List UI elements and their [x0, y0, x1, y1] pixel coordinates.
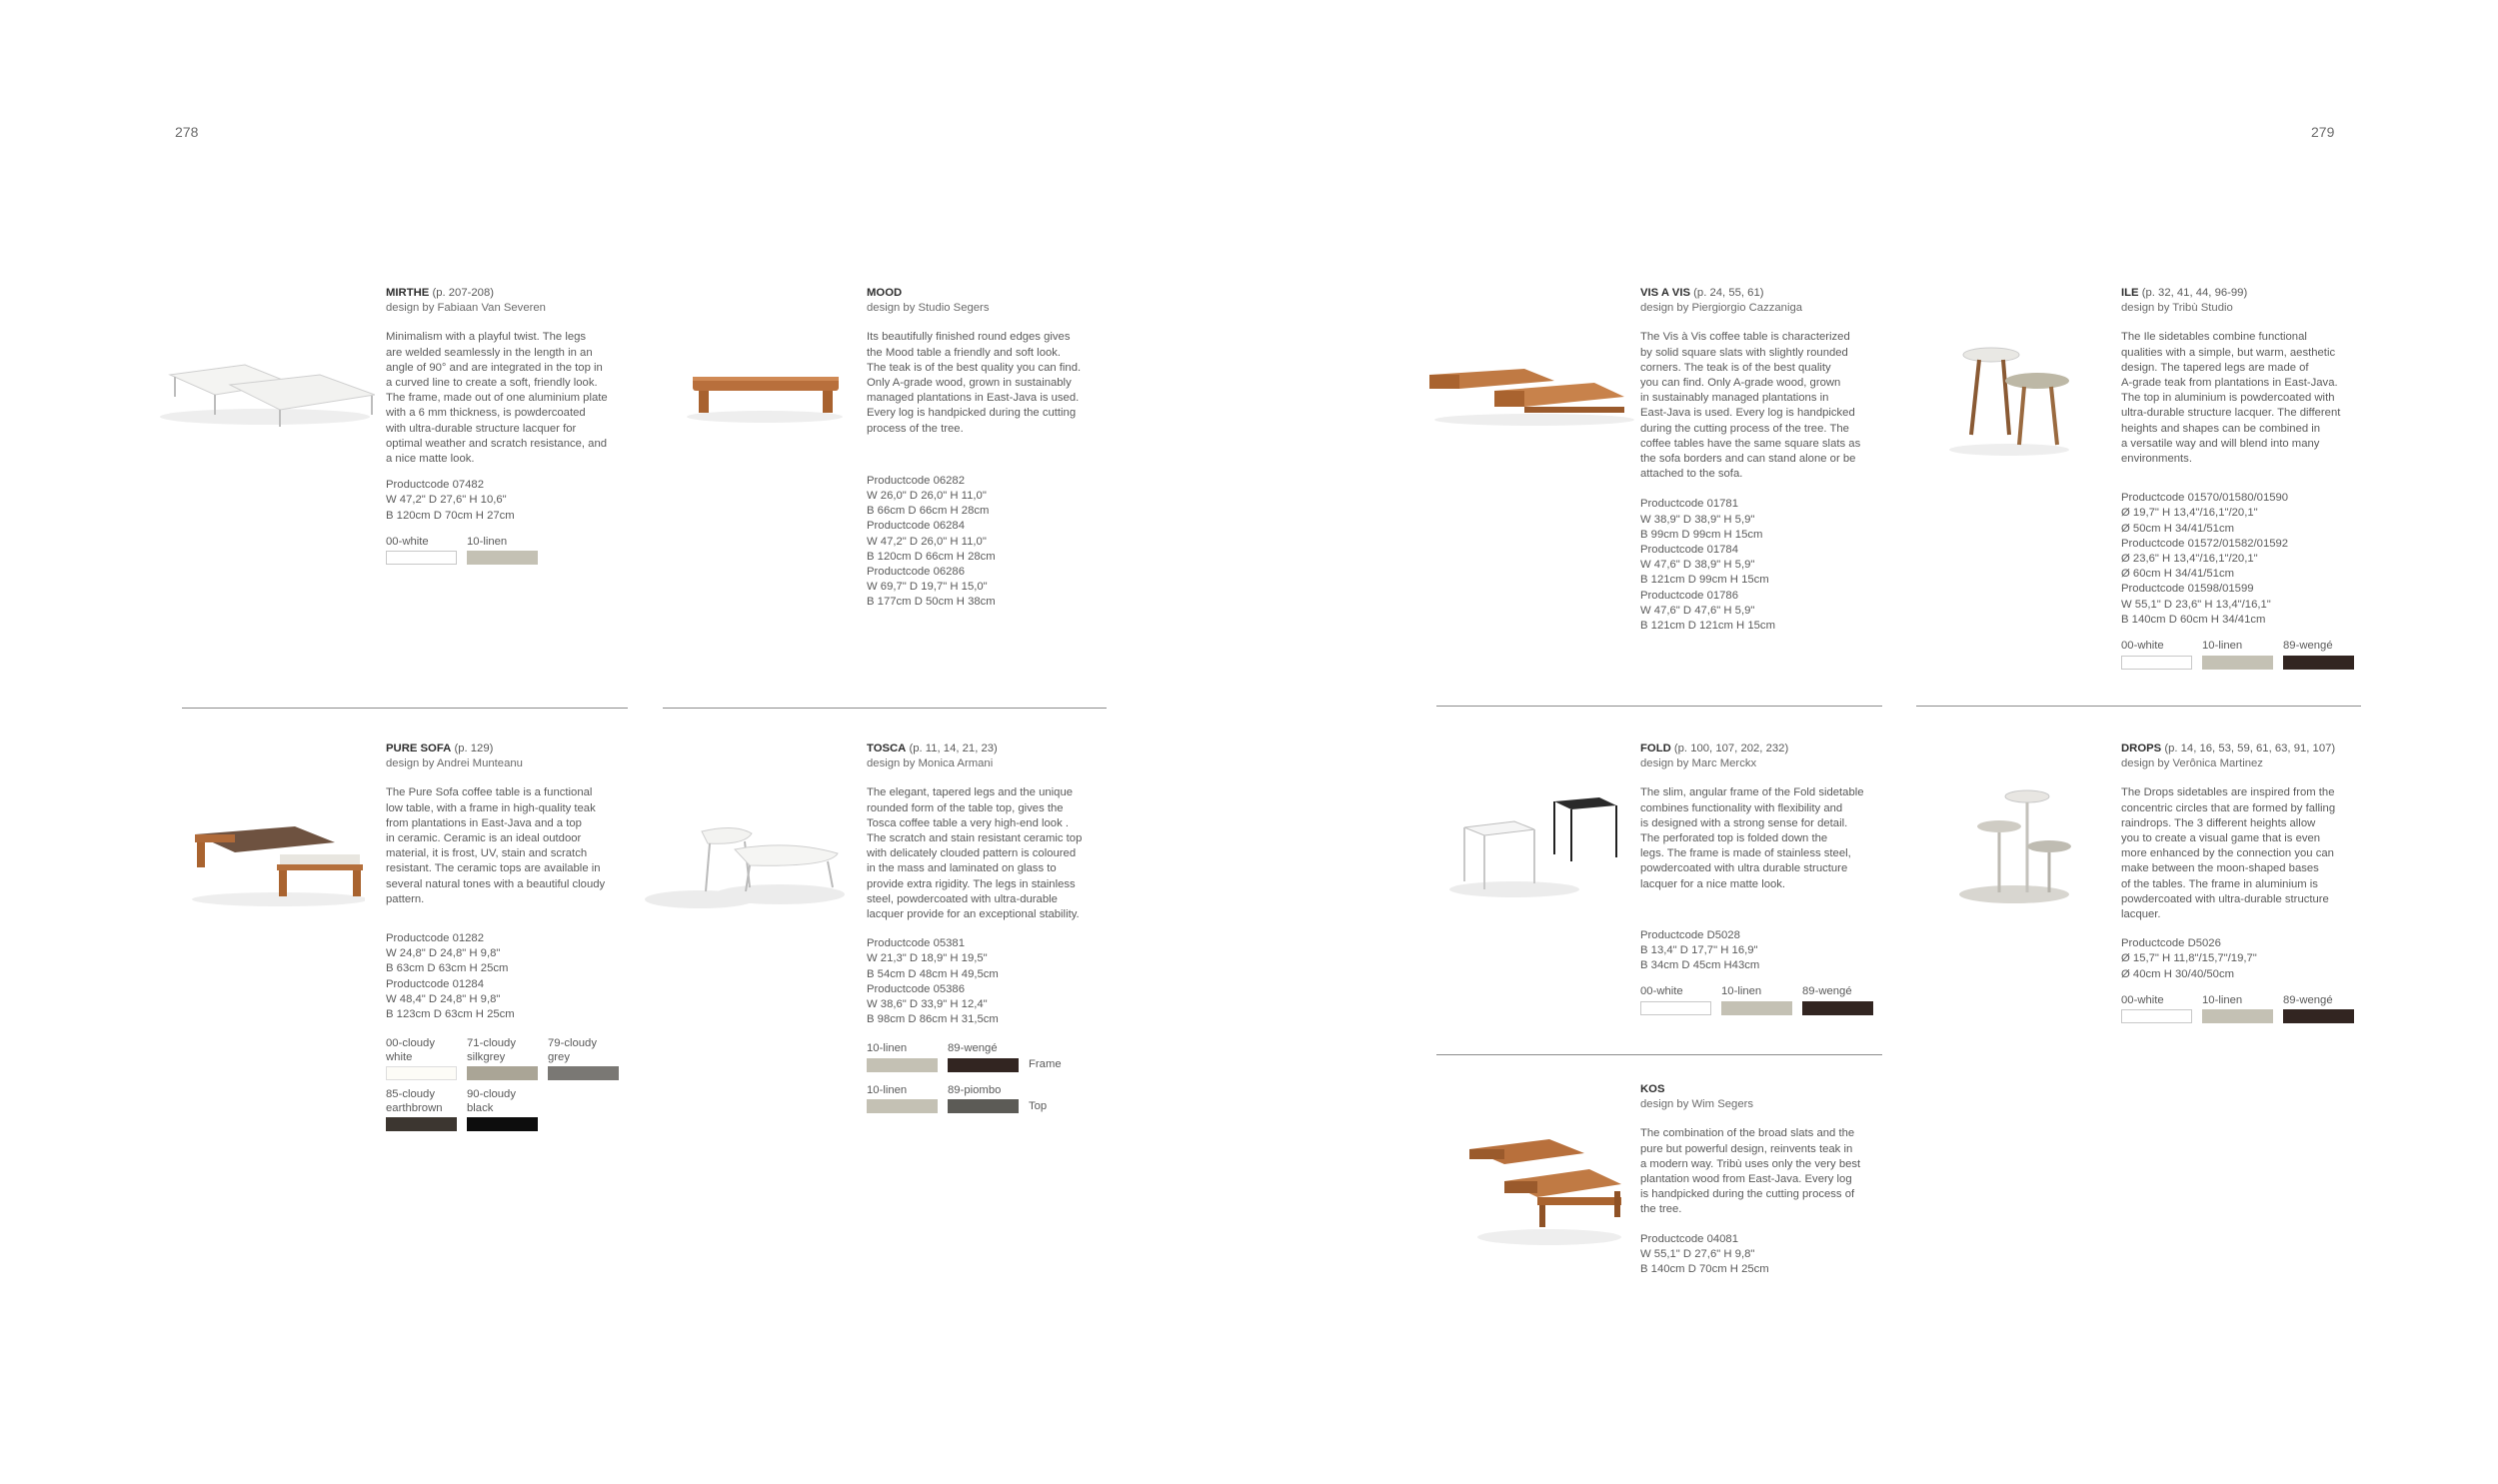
color-option	[467, 1088, 538, 1131]
color-swatch	[467, 1117, 538, 1131]
color-option	[2283, 640, 2354, 670]
product-name: PURE SOFA	[386, 742, 452, 754]
product-codes: Productcode D5028 B 13,4" D 17,7" H 16,9" B 34cm D 45cm H43cm	[1640, 928, 1760, 972]
product-designer: design by Tribù Studio	[2121, 302, 2233, 315]
color-label: 79-cloudy grey	[548, 1037, 597, 1063]
product-heading	[2121, 286, 2366, 301]
product-codes: Productcode 01570/01580/01590 Ø 19,7" H 13,4"/16,1"/20,1" Ø 50cm H 34/41/51cm Productcode 01572/01582/01592 Ø 23,6" H 13,4"/16,1"/20,1" Ø 60cm H 34/41/51cm Productcode 01598/01599 W 55,1" D 23,6" H 13,4"/16,1" B 140cm D 60cm H 34/41cm	[2121, 492, 2289, 626]
color-label: 10-linen	[2202, 640, 2243, 653]
color-swatch	[1721, 1001, 1792, 1015]
drops-sidetable-image	[1949, 784, 2079, 909]
color-swatch	[386, 1066, 457, 1080]
divider-left-1	[182, 708, 628, 709]
color-label: 00-white	[1640, 985, 1683, 998]
product-mood	[867, 286, 1107, 611]
color-option	[386, 536, 457, 566]
product-heading	[1640, 1082, 1885, 1097]
color-swatch	[2121, 656, 2192, 670]
color-label: 89-piombo	[948, 1083, 1002, 1096]
product-drops	[2121, 742, 2366, 1023]
kos-table-image	[1459, 1129, 1624, 1249]
product-pages: (p. 24, 55, 61)	[1693, 287, 1764, 299]
product-vis-a-vis	[1640, 286, 1885, 634]
color-label: 85-cloudy earthbrown	[386, 1088, 443, 1114]
product-description: The elegant, tapered legs and the unique rounded form of the table top, gives the Tosca coffee table a very high-end look . The scratch and stain resistant ceramic top with delicately clouded pattern is coloured in the mass and laminated on glass to provide extra rigidity. The legs in stainless steel, powdercoated with ultra-durable lacquer provide for an exceptional stability.	[867, 786, 1083, 921]
product-pages: (p. 14, 16, 53, 59, 61, 63, 91, 107)	[2164, 742, 2336, 754]
color-options	[2121, 640, 2366, 670]
color-option	[548, 1037, 619, 1080]
product-heading	[386, 286, 626, 301]
color-option	[948, 1042, 1019, 1072]
color-label: 00-white	[2121, 993, 2164, 1006]
product-heading	[386, 742, 626, 756]
mood-table-image	[685, 365, 845, 425]
color-label: 10-linen	[867, 1083, 908, 1096]
product-codes: Productcode D5026 Ø 15,7" H 11,8"/15,7"/19,7" Ø 40cm H 30/40/50cm	[2121, 937, 2257, 980]
divider-left-2	[663, 708, 1107, 709]
color-label: 71-cloudy silkgrey	[467, 1037, 516, 1063]
color-swatch	[2283, 1009, 2354, 1023]
product-description: The slim, angular frame of the Fold sidetable combines functionality with flexibility and is designed with a strong sense for detail. The perforated top is folded down the legs. The frame is made of stainless steel, powdercoated with ultra durable structure lacquer for a nice matte look.	[1640, 786, 1864, 890]
color-label: 00-white	[2121, 640, 2164, 653]
color-option	[1640, 985, 1711, 1015]
color-option	[1721, 985, 1792, 1015]
color-options	[1640, 985, 1885, 1015]
product-description: The Pure Sofa coffee table is a functional low table, with a frame in high-quality teak from plantations in East-Java and a top in ceramic. Ceramic is an ideal outdoor material, it is frost, UV, stain and scratch resistant. The ceramic tops are available in several natural tones with a beautiful cloudy pattern.	[386, 786, 606, 905]
product-pages: (p. 32, 41, 44, 96-99)	[2141, 287, 2248, 299]
product-codes: Productcode 01781 W 38,9" D 38,9" H 5,9" B 99cm D 99cm H 15cm Productcode 01784 W 47,6" D 38,9" H 5,9" B 121cm D 99cm H 15cm Productcode 01786 W 47,6" D 47,6" H 5,9" B 121cm D 121cm H 15cm	[1640, 498, 1775, 633]
color-option	[1802, 985, 1873, 1015]
product-ile	[2121, 286, 2366, 670]
ile-sidetable-image	[1939, 335, 2079, 460]
color-label: 10-linen	[2202, 993, 2243, 1006]
product-name: TOSCA	[867, 742, 907, 754]
color-label: 10-linen	[467, 535, 508, 548]
color-option	[2202, 640, 2273, 670]
color-swatch	[1802, 1001, 1873, 1015]
frame-color-row	[867, 1041, 1112, 1072]
color-swatch	[2121, 1009, 2192, 1023]
product-designer: design by Verônica Martinez	[2121, 757, 2263, 770]
vis-a-vis-table-image	[1424, 355, 1634, 430]
product-codes: Productcode 04081 W 55,1" D 27,6" H 9,8" B 140cm D 70cm H 25cm	[1640, 1232, 1769, 1276]
product-designer: design by Fabiaan Van Severen	[386, 302, 546, 315]
product-heading	[867, 286, 1107, 301]
product-description: Minimalism with a playful twist. The legs are welded seamlessly in the length in an angle of 90° and are integrated in the top in a curved line to create a soft, friendly look. The frame, made out of one aluminium plate with a 6 mm thickness, is powdercoated with ultra-durable structure lacquer for optimal weather and scratch resistance, and a nice matte look.	[386, 331, 608, 466]
divider-right-3	[1436, 1054, 1882, 1055]
color-swatch	[2283, 656, 2354, 670]
divider-right-2	[1916, 706, 2361, 707]
frame-label: Frame	[1029, 1058, 1062, 1071]
product-description: The Vis à Vis coffee table is characterized by solid square slats with slightly rounded corners. The teak is of the best quality you can find. Only A-grade wood, grown in sustainably managed plantations in East-Java is used. Every log is handpicked during the cutting process of the tree. The coffee tables have the same square slats as the sofa borders and can stand alone or be attached to the sofa.	[1640, 331, 1861, 481]
product-codes: Productcode 05381 W 21,3" D 18,9" H 19,5" B 54cm D 48cm H 49,5cm Productcode 05386 W 38,6" D 33,9" H 12,4" B 98cm D 86cm H 31,5cm	[867, 937, 999, 1026]
top-label: Top	[1029, 1099, 1048, 1112]
color-label: 89-wengé	[2283, 993, 2333, 1006]
color-option	[867, 1084, 938, 1114]
color-swatch	[467, 1066, 538, 1080]
color-label: 10-linen	[867, 1042, 908, 1055]
product-designer: design by Andrei Munteanu	[386, 757, 523, 770]
product-description: The combination of the broad slats and the pure but powerful design, reinvents teak in a modern way. Tribù uses only the very best plantation wood from East-Java. Every log is handpicked during the cutting process of the tree.	[1640, 1127, 1861, 1216]
color-label: 89-wengé	[2283, 640, 2333, 653]
divider-right-1	[1436, 706, 1882, 707]
product-fold	[1640, 742, 1885, 1015]
tosca-table-image	[640, 809, 850, 914]
product-heading	[867, 742, 1112, 756]
product-description: The Drops sidetables are inspired from the concentric circles that are formed by falling raindrops. The 3 different heights allow you to create a visual game that is even more enhanced by the connection you can make between the moon-shaped bases of the tables. The frame in aluminium is powdercoated with ultra-durable structure lacquer.	[2121, 786, 2336, 921]
product-designer: design by Studio Segers	[867, 302, 990, 315]
mirthe-table-image	[150, 335, 375, 430]
fold-sidetable-image	[1444, 789, 1619, 899]
product-name: KOS	[1640, 1083, 1665, 1095]
color-label: 89-wengé	[948, 1042, 998, 1055]
color-option	[948, 1084, 1019, 1114]
pure-sofa-table-image	[185, 814, 365, 909]
product-kos	[1640, 1082, 1885, 1277]
color-option	[2121, 994, 2192, 1024]
product-codes: Productcode 06282 W 26,0" D 26,0" H 11,0" B 66cm D 66cm H 28cm Productcode 06284 W 47,2" D 26,0" H 11,0" B 120cm D 66cm H 28cm Productcode 06286 W 69,7" D 19,7" H 15,0" B 177cm D 50cm H 38cm	[867, 474, 996, 609]
color-option	[2121, 640, 2192, 670]
color-swatch	[2202, 1009, 2273, 1023]
product-pure-sofa	[386, 742, 626, 1131]
product-name: VIS A VIS	[1640, 287, 1691, 299]
color-option	[467, 1037, 538, 1080]
product-heading	[1640, 742, 1885, 756]
color-option	[2202, 994, 2273, 1024]
product-mirthe	[386, 286, 626, 565]
color-options	[386, 536, 626, 566]
product-heading	[1640, 286, 1885, 301]
product-description: Its beautifully finished round edges gives the Mood table a friendly and soft look. The teak is of the best quality you can find. Only A-grade wood, grown in sustainably managed plantations in East-Java is used. Every log is handpicked during the cutting process of the tree.	[867, 331, 1082, 435]
color-swatch	[2202, 656, 2273, 670]
product-designer: design by Monica Armani	[867, 757, 994, 770]
color-swatch	[948, 1099, 1019, 1113]
product-pages: (p. 207-208)	[432, 287, 494, 299]
color-swatch	[867, 1058, 938, 1072]
product-name: MOOD	[867, 287, 903, 299]
product-heading	[2121, 742, 2366, 756]
product-designer: design by Piergiorgio Cazzaniga	[1640, 302, 1803, 315]
page-number-right: 279	[2311, 124, 2335, 140]
color-swatch	[386, 551, 457, 565]
product-name: MIRTHE	[386, 287, 430, 299]
product-pages: (p. 100, 107, 202, 232)	[1673, 742, 1789, 754]
color-option	[2283, 994, 2354, 1024]
product-tosca	[867, 742, 1112, 1114]
product-description: The Ile sidetables combine functional qualities with a simple, but warm, aesthetic design. The tapered legs are made of A-grade teak from plantations in East-Java. The top in aluminium is powdercoated with ultra-durable structure lacquer. The different heights and shapes can be combined in a versatile way and will blend into many environments.	[2121, 331, 2341, 466]
product-designer: design by Marc Merckx	[1640, 757, 1757, 770]
page-number-left: 278	[175, 124, 199, 140]
product-pages: (p. 129)	[454, 742, 494, 754]
color-label: 00-cloudy white	[386, 1037, 435, 1063]
product-pages: (p. 11, 14, 21, 23)	[909, 742, 998, 754]
product-designer: design by Wim Segers	[1640, 1098, 1754, 1111]
color-option	[386, 1088, 457, 1131]
color-label: 90-cloudy black	[467, 1088, 516, 1114]
color-option	[467, 536, 538, 566]
color-swatch	[548, 1066, 619, 1080]
product-codes: Productcode 07482 W 47,2" D 27,6" H 10,6" B 120cm D 70cm H 27cm	[386, 479, 515, 522]
color-label: 89-wengé	[1802, 985, 1852, 998]
product-codes: Productcode 01282 W 24,8" D 24,8" H 9,8" B 63cm D 63cm H 25cm Productcode 01284 W 48,4" D 24,8" H 9,8" B 123cm D 63cm H 25cm	[386, 932, 515, 1021]
color-swatch	[386, 1117, 457, 1131]
color-option	[386, 1037, 457, 1080]
color-swatch	[867, 1099, 938, 1113]
product-name: FOLD	[1640, 742, 1671, 754]
color-label: 00-white	[386, 535, 429, 548]
color-options	[386, 1037, 636, 1131]
color-label: 10-linen	[1721, 985, 1762, 998]
product-name: DROPS	[2121, 742, 2162, 754]
color-option	[867, 1042, 938, 1072]
color-swatch	[467, 551, 538, 565]
color-swatch	[948, 1058, 1019, 1072]
color-options	[2121, 994, 2366, 1024]
top-color-row	[867, 1083, 1112, 1114]
color-swatch	[1640, 1001, 1711, 1015]
product-name: ILE	[2121, 287, 2139, 299]
